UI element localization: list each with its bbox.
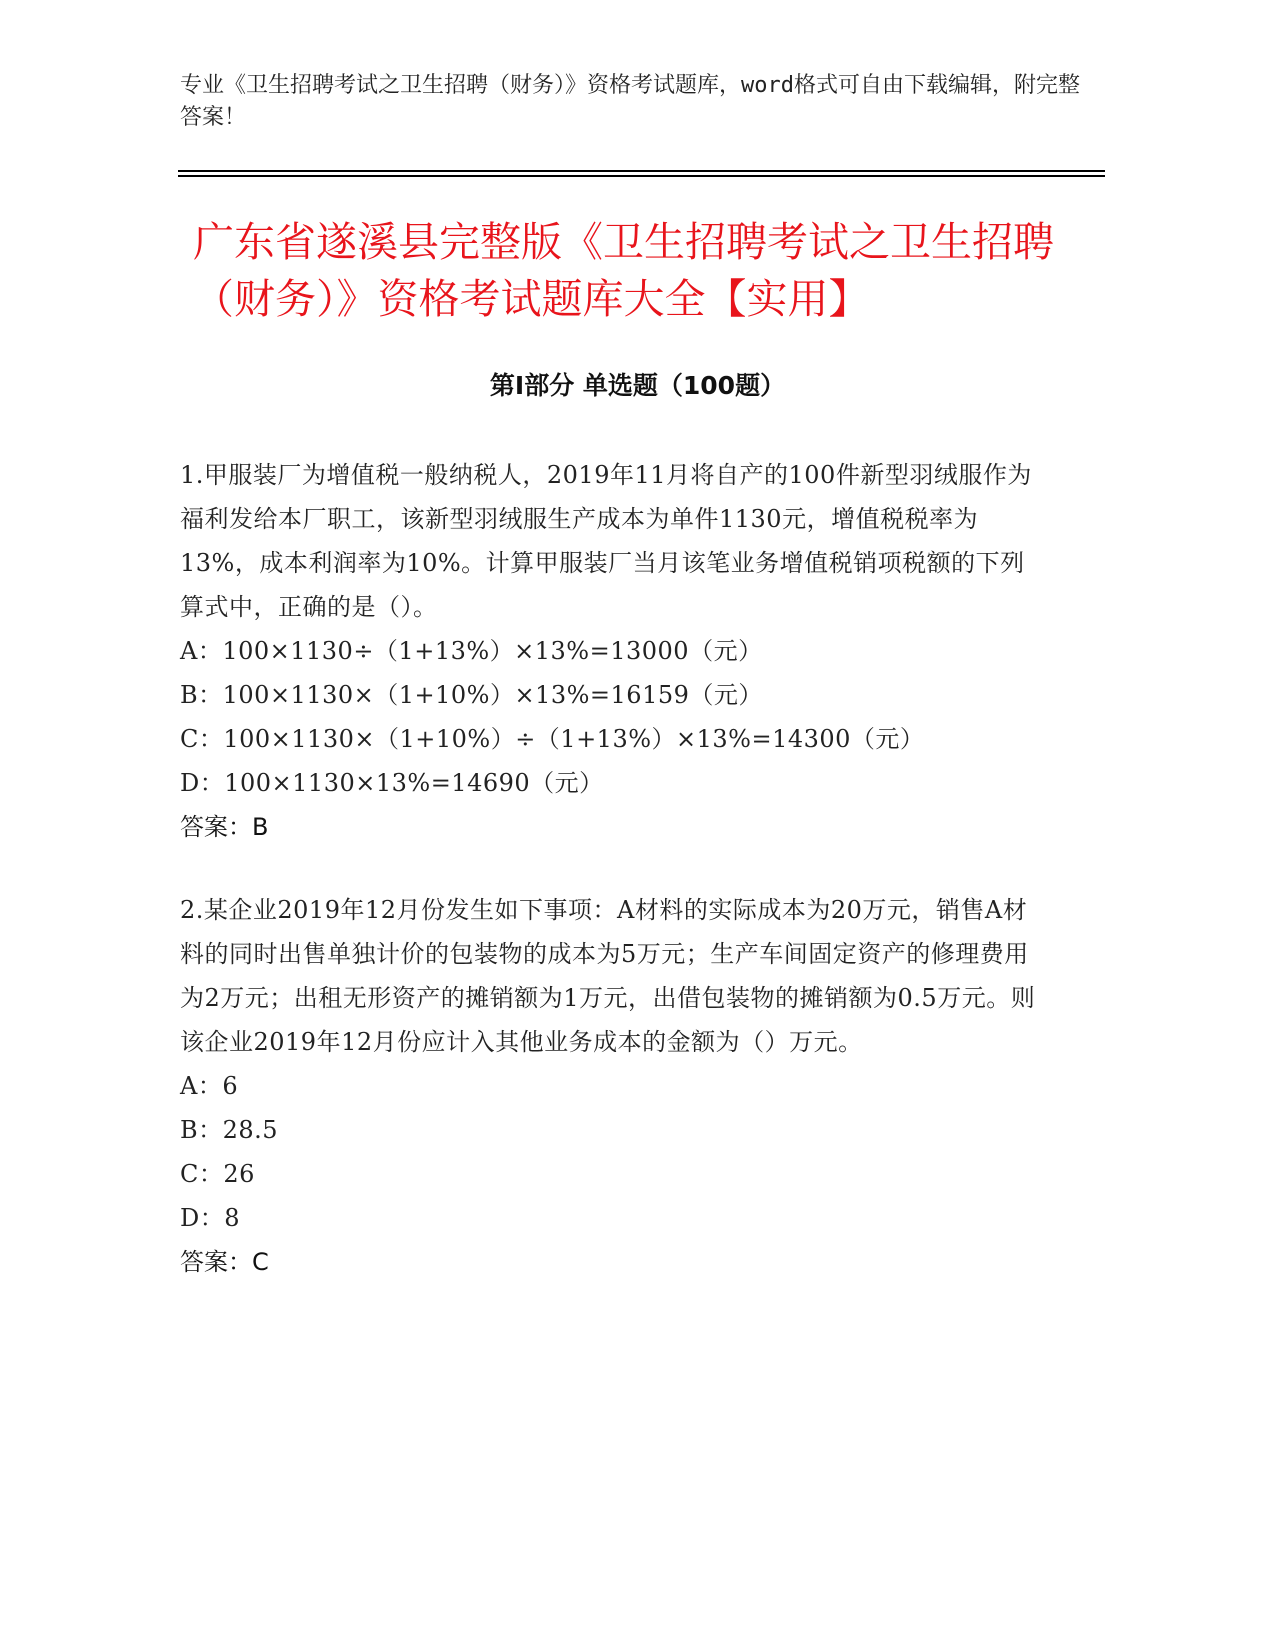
question-1: [180, 453, 1040, 849]
header-rule-bottom: [178, 175, 1105, 177]
header-note: 专业《卫生招聘考试之卫生招聘（财务）》资格考试题库，word格式可自由下载编辑，附完整答案！: [180, 73, 1080, 130]
option-d: D：8: [180, 1204, 241, 1232]
question-stem: 2.某企业2019年12月份发生如下事项：A材料的实际成本为20万元，销售A材料的同时出售单独计价的包装物的成本为5万元；生产车间固定资产的修理费用为2万元；出租无形资产的摊销额为1万元，出借包装物的摊销额为0.5万元。则该企业2019年12月份应计入其他业务成本的金额为（）万元。: [180, 896, 1036, 1056]
option-a: A：100×1130÷（1+13%）×13%=13000（元）: [180, 637, 763, 665]
document-title: 广东省遂溪县完整版《卫生招聘考试之卫生招聘（财务）》资格考试题库大全【实用】: [193, 218, 1054, 323]
question-2: [180, 888, 1040, 1284]
answer: 答案：C: [180, 1248, 269, 1276]
option-b: B：100×1130×（1+10%）×13%=16159（元）: [180, 681, 763, 709]
answer: 答案：B: [180, 813, 269, 841]
option-b: B：28.5: [180, 1116, 279, 1144]
question-stem: 1.甲服装厂为增值税一般纳税人，2019年11月将自产的100件新型羽绒服作为福利发给本厂职工，该新型羽绒服生产成本为单件1130元，增值税税率为13%，成本利润率为10%。计算甲服装厂当月该笔业务增值税销项税额的下列算式中，正确的是（）。: [180, 461, 1032, 621]
option-c: C：26: [180, 1160, 255, 1188]
option-a: A：6: [180, 1072, 239, 1100]
option-d: D：100×1130×13%=14690（元）: [180, 769, 604, 797]
option-c: C：100×1130×（1+10%）÷（1+13%）×13%=14300（元）: [180, 725, 925, 753]
header-rule-top: [178, 170, 1105, 172]
section-heading: 第I部分 单选题（100题）: [489, 371, 786, 400]
